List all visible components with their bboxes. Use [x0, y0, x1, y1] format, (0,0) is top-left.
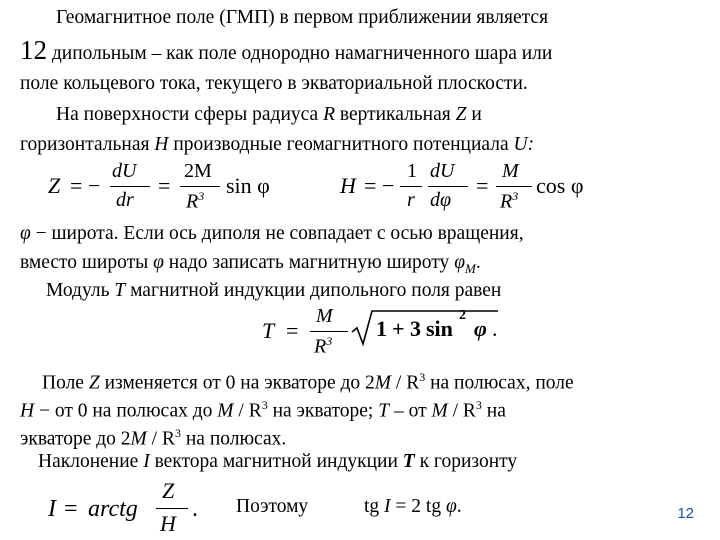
text: Поэтому — [236, 496, 309, 517]
text: вектора магнитной индукции — [149, 451, 403, 472]
text: . — [192, 496, 198, 522]
text: . — [492, 316, 498, 341]
var: M — [374, 372, 392, 394]
symbol: = — [364, 173, 377, 198]
fraction-bar — [400, 186, 422, 187]
var: Z — [48, 173, 61, 198]
relation — [364, 496, 462, 518]
text: − от 0 на полюсах до — [34, 400, 218, 422]
text: поле кольцевого тока, текущего в экваториальной плоскости. — [20, 73, 528, 94]
fraction-bar — [156, 508, 188, 509]
trig: cos φ — [536, 173, 584, 198]
text: R — [500, 190, 513, 213]
exponent: 3 — [174, 426, 181, 440]
numerator — [184, 160, 212, 183]
var: I — [48, 496, 56, 522]
exponent: 3 — [475, 398, 482, 412]
symbol: = — [286, 318, 299, 343]
var: I — [143, 451, 150, 472]
fraction-bar — [428, 186, 468, 187]
trig: sin — [426, 316, 453, 341]
symbol: − — [382, 173, 395, 198]
numerator: dU — [112, 160, 137, 182]
denominator — [500, 189, 518, 214]
var: Z — [88, 372, 100, 394]
text: / R — [146, 428, 175, 450]
var: M — [217, 400, 234, 422]
text: Модуль — [46, 280, 115, 301]
exponent: 3 — [419, 370, 426, 384]
page-number: 12 — [677, 505, 694, 522]
var: T — [378, 400, 390, 422]
denominator — [186, 189, 204, 214]
var: I — [384, 496, 391, 517]
text-line — [20, 251, 481, 276]
exponent: 2 — [459, 308, 466, 323]
symbol: + — [392, 316, 405, 341]
denominator: dr — [116, 189, 134, 211]
var: M — [431, 400, 448, 422]
exponent: 3 — [261, 398, 268, 412]
denominator: H — [160, 511, 176, 536]
text: Поле — [42, 372, 89, 394]
slide-number-inline: 12 — [20, 35, 47, 65]
text-line — [20, 421, 286, 452]
text-line — [20, 35, 553, 66]
var: M — [130, 428, 147, 450]
fraction-bar — [110, 186, 150, 187]
text: Геомагнитное поле (ГМП) в первом приближении является — [56, 7, 549, 28]
text: на полюсах. — [180, 428, 287, 450]
numerator: Z — [162, 478, 175, 503]
numerator: 1 — [407, 160, 417, 182]
var: φ — [20, 223, 31, 244]
text: горизонтальная — [20, 134, 155, 155]
var: T — [402, 451, 415, 472]
text: На поверхности сферы радиуса — [56, 104, 324, 125]
denominator: r — [407, 189, 415, 211]
var: φ — [454, 252, 465, 273]
text: производные геомагнитного потенциала — [168, 134, 514, 155]
symbol: = — [70, 173, 83, 198]
var: H — [340, 173, 356, 198]
text: 3 — [410, 316, 421, 341]
exponent: 3 — [326, 334, 333, 348]
text: экваторе до 2 — [20, 428, 131, 450]
text-line — [56, 103, 482, 127]
text-line — [20, 133, 534, 157]
text-line — [38, 450, 517, 474]
var: H — [154, 134, 169, 155]
trig: sin φ — [226, 173, 270, 198]
symbol: − — [88, 173, 101, 198]
var: φ — [153, 252, 164, 273]
text: − широта. Если ось диполя не совпадает с осью вращения, — [30, 223, 524, 244]
denominator: dφ — [430, 189, 452, 211]
fraction-bar — [310, 331, 348, 332]
text: на — [481, 400, 506, 422]
text-line — [20, 222, 524, 246]
numerator: M — [502, 160, 519, 182]
text: вместо широты — [20, 252, 154, 273]
text: . — [475, 252, 481, 273]
text: Наклонение — [38, 451, 144, 472]
var: φ — [474, 316, 487, 341]
var: T — [262, 318, 275, 343]
text: = 2 tg — [390, 496, 446, 517]
symbol: = — [64, 496, 78, 522]
text-line — [42, 365, 574, 396]
fraction-bar — [180, 186, 220, 187]
text: / R — [391, 372, 420, 394]
text: изменяется от 0 на экваторе до 2 — [99, 372, 375, 394]
text: магнитной индукции дипольного поля равен — [125, 280, 502, 301]
symbol: = — [476, 173, 489, 198]
var: R — [323, 104, 335, 125]
var: U: — [513, 134, 535, 155]
text: R — [314, 335, 327, 358]
var: H — [20, 400, 35, 422]
subscript: M — [464, 261, 476, 276]
text: надо записать магнитную широту — [163, 252, 455, 273]
text: – от — [389, 400, 432, 422]
numerator: M — [316, 305, 333, 327]
text: / R — [447, 400, 476, 422]
numerator: dU — [430, 160, 455, 182]
text: 2M — [184, 160, 212, 182]
func: arctg — [88, 496, 138, 522]
text: дипольным – как поле однородно намагниченного шара или — [51, 43, 553, 64]
denominator — [314, 334, 332, 359]
text: к горизонту — [414, 451, 518, 472]
text-line — [56, 6, 548, 30]
text-line — [20, 72, 528, 96]
text: . — [456, 496, 462, 517]
symbol: = — [158, 173, 171, 198]
text: R — [186, 190, 199, 213]
exponent: 3 — [198, 189, 205, 203]
exponent: 3 — [512, 189, 519, 203]
text: / R — [233, 400, 262, 422]
var: φ — [445, 496, 457, 517]
text: вертикальная — [334, 104, 456, 125]
text: и — [466, 104, 482, 125]
text: на экваторе; — [267, 400, 379, 422]
text: tg — [364, 496, 385, 517]
text: на полюсах, поле — [425, 372, 574, 394]
text: 1 — [376, 316, 387, 341]
fraction-bar — [496, 186, 532, 187]
var: T — [114, 280, 126, 301]
text-line — [20, 393, 506, 424]
text-line — [46, 279, 501, 303]
var: Z — [455, 104, 467, 125]
